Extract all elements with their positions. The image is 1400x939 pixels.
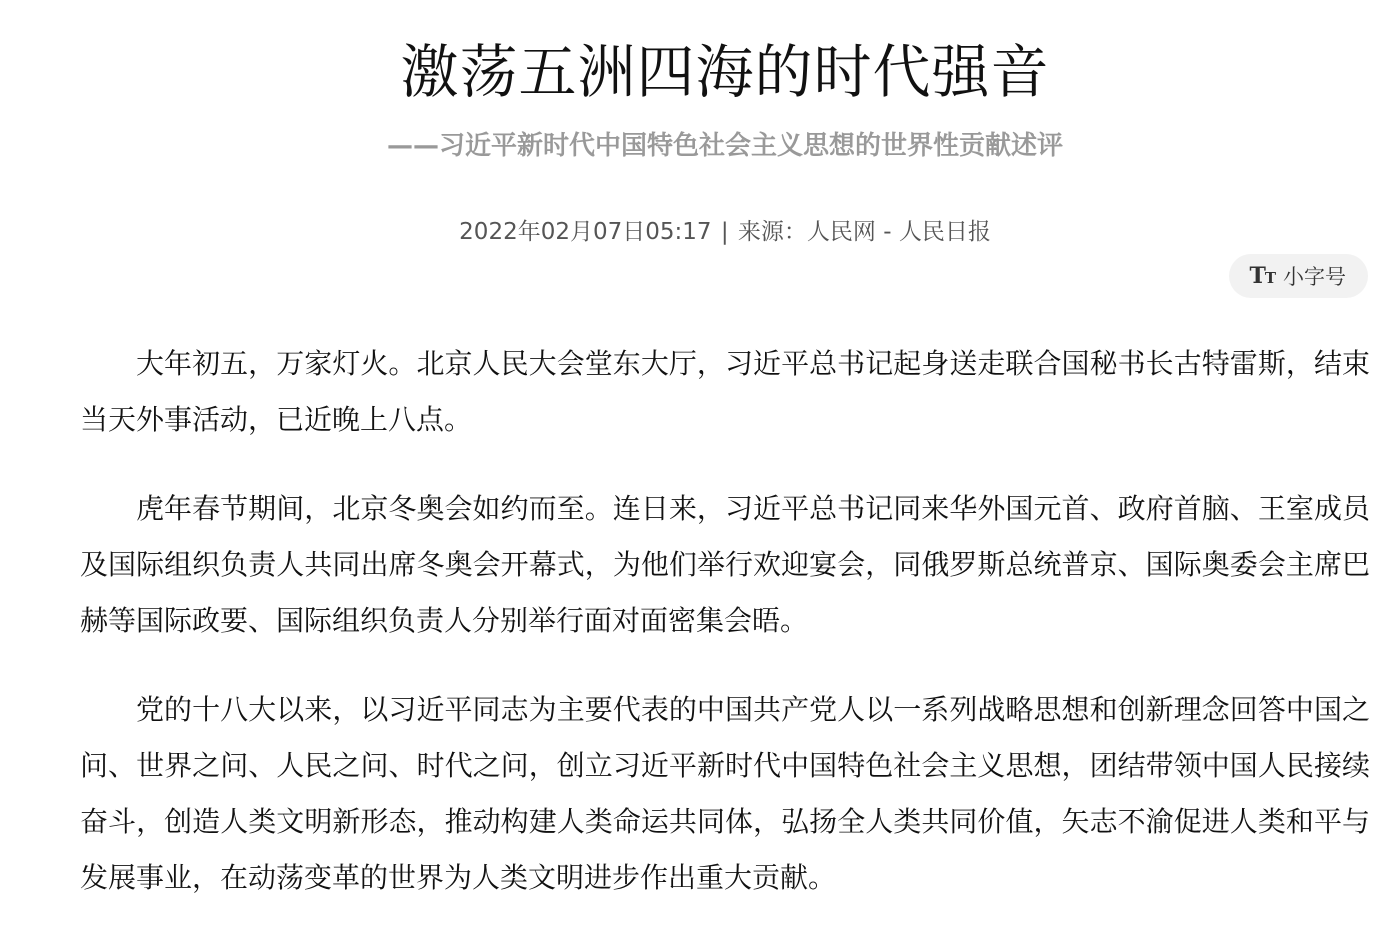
article-subtitle: ——习近平新时代中国特色社会主义思想的世界性贡献述评 [386, 131, 1063, 161]
font-size-toggle-label: 小字号 [1283, 265, 1346, 289]
source-label: 来源： [737, 219, 807, 245]
article-paragraph: 大年初五，万家灯火。北京人民大会堂东大厅，习近平总书记起身送走联合国秘书长古特雷斯，结束当天外事活动，已近晚上八点。 [80, 347, 1370, 436]
publish-datetime: 2022年02月07日05:17 [459, 219, 712, 245]
article [80, 0, 1370, 894]
article-body [80, 336, 1370, 939]
article-title: 激荡五洲四海的时代强音 [400, 38, 1050, 106]
font-size-toggle-button[interactable] [1229, 254, 1368, 298]
article-paragraph: 党的十八大以来，以习近平同志为主要代表的中国共产党人以一系列战略思想和创新理念回答中国之问、世界之问、人民之问、时代之问，创立习近平新时代中国特色社会主义思想，团结带领中国人民接续奋斗，创造人类文明新形态，推动构建人类命运共同体，弘扬全人类共同价值，矢志不渝促进人类和平与发展事业，在动荡变革的世界为人类文明进步作出重大贡献。 [80, 693, 1370, 894]
article-paragraph: 虎年春节期间，北京冬奥会如约而至。连日来，习近平总书记同来华外国元首、政府首脑、王室成员及国际组织负责人共同出席冬奥会开幕式，为他们举行欢迎宴会，同俄罗斯总统普京、国际奥委会主席巴赫等国际政要、国际组织负责人分别举行面对面密集会晤。 [80, 492, 1370, 637]
article-meta [80, 217, 1370, 247]
meta-separator: | [720, 219, 729, 245]
text-size-icon: TT [1249, 263, 1275, 289]
source-link[interactable]: 人民网 - 人民日报 [806, 219, 991, 245]
